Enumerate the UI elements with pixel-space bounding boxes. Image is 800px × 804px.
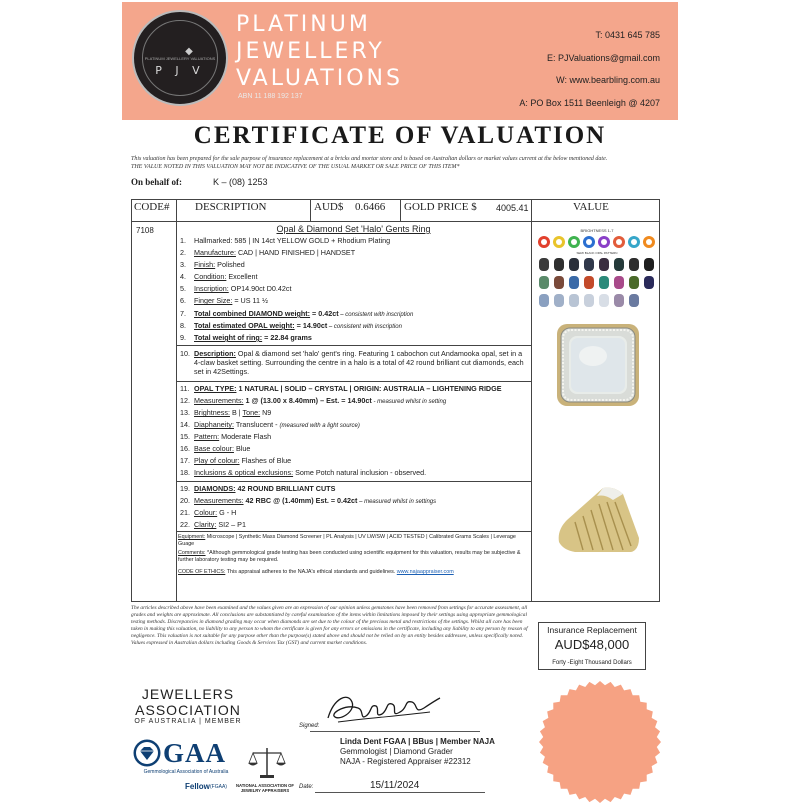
contact-phone: T: 0431 645 785 <box>595 30 660 40</box>
row-divider <box>176 481 531 482</box>
row-divider <box>176 531 531 532</box>
table-row: 20. Measurements: 42 RBC @ (1.40mm) Est. = 0.42ct – measured whilst in settings <box>180 496 437 505</box>
aud-value: 0.6466 <box>355 201 386 213</box>
table-row: 12. Measurements: 1 @ (13.00 x 8.40mm) – Est. = 14.90ct - measured whilst in setting <box>180 396 447 405</box>
table-row: 11. OPAL TYPE: 1 NATURAL | SOLID – CRYSTAL | ORIGIN: AUSTRALIA – LIGHTENING RIDGE <box>180 384 502 393</box>
abn-number: ABN 11 188 192 137 <box>238 93 303 100</box>
brightness-dials <box>538 236 655 248</box>
jewellers-association-logo: JEWELLERS <box>141 686 235 702</box>
contact-website[interactable]: W: www.bearbling.com.au <box>556 75 660 85</box>
table-row: 4. Condition: Excellent <box>180 272 258 281</box>
signer-name: Linda Dent FGAA | BBus | Member NAJA <box>340 737 495 746</box>
brand-line-2: JEWELLERY <box>236 39 385 64</box>
chart-title: BRIGHTNESS 1-7 <box>580 228 614 233</box>
row-divider <box>176 345 531 346</box>
table-row: 1. Hallmarked: 585 | IN 14ct YELLOW GOLD + Rhodium Plating <box>180 236 391 245</box>
header-divider <box>400 199 401 221</box>
chart-subtitle: SEMI BLACK OPAL PATTERN <box>576 251 618 255</box>
on-behalf-label: On behalf of: <box>131 177 183 187</box>
naja-logo: NATIONAL ASSOCIATION OF JEWELRY APPRAISERS <box>235 783 294 793</box>
table-row: 15. Pattern: Moderate Flash <box>180 432 272 441</box>
comments-note: Comments: *Although gemmological grade testing has been conducted using scientific equipment for this valuation, results may be subjective & further laboratory testing may be required. <box>178 550 521 563</box>
logo-monogram: P J V <box>155 64 205 77</box>
table-row: 13. Brightness: B | Tone: N9 <box>180 408 272 417</box>
gaa-gem-icon <box>132 738 162 768</box>
logo-text: PLATINUM JEWELLERY VALUATIONS <box>144 56 216 61</box>
table-row: 3. Finish: Polished <box>180 260 245 269</box>
diamond-icon: ◆ <box>185 46 193 57</box>
table-row: 2. Manufacture: CAD | HAND FINISHED | HANDSET <box>180 248 356 257</box>
date-line <box>315 792 485 793</box>
description-header: DESCRIPTION <box>195 201 267 213</box>
brand-line-3: VALUATIONS <box>236 66 403 91</box>
signature-line <box>310 731 480 732</box>
table-row: 18. Inclusions & optical exclusions: Some Potch natural inclusion - observed. <box>180 468 427 477</box>
equipment-note: Equipment: Microscope | Synthetic Mass Diamond Screener | PL Analysis | UV LW/SW | ACID TESTED | Calibrated Grams Scales | Leverage Guage <box>178 534 516 547</box>
aud-header: AUD$ <box>314 201 344 213</box>
contact-address: A: PO Box 1511 Beenleigh @ 4207 <box>519 98 660 108</box>
signer-registration: NAJA - Registered Appraiser #22312 <box>340 757 471 766</box>
value-header: VALUE <box>573 201 609 213</box>
seal-stamp <box>538 680 662 804</box>
table-row: 19. DIAMONDS: 42 ROUND BRILLIANT CUTS <box>180 484 336 493</box>
ethics-note: CODE OF ETHICS: This appraisal adheres to the NAJA's ethical standards and guidelines. www.najaappraiser.com <box>178 569 454 575</box>
gaa-logo: GAA <box>163 738 226 768</box>
code-column-divider <box>176 199 177 602</box>
handwritten-signature <box>318 682 446 732</box>
scales-icon <box>247 745 287 780</box>
item-code: 7108 <box>136 226 154 235</box>
table-header-divider <box>131 221 660 222</box>
insurance-label: Insurance Replacement <box>547 625 637 635</box>
description-paragraph: Description: Opal & diamond set 'halo' gent's ring. Featuring 1 cabochon cut Andamooka opal, set in a 4-claw basket setting. Surrounding the centre in a halo is a total of 42 round brilliant cut diamonds, each set in 42Settings. <box>194 349 524 376</box>
header-divider <box>310 199 311 221</box>
insurance-words: Forty -Eight Thousand Dollars <box>552 660 632 666</box>
page-title: CERTIFICATE OF VALUATION <box>193 122 607 149</box>
gaa-subtitle: Gemmological Association of Australia <box>143 769 229 775</box>
opal-brightness-chart <box>535 225 658 313</box>
fellow-sub: (FGAA) <box>210 784 227 790</box>
date-value: 15/11/2024 <box>370 780 420 791</box>
gold-price-value: 4005.41 <box>496 203 529 213</box>
contact-email[interactable]: E: PJValuations@gmail.com <box>546 53 660 63</box>
code-header: CODE# <box>134 201 170 213</box>
signed-label: Signed: <box>299 723 320 729</box>
table-row: 16. Base colour: Blue <box>180 444 251 453</box>
disclaimer-text: The articles described above have been examined and the values given are an expression of our opinion unless gemstones have been removed from settings for accurate assessment, all grades and weights are approximate. All conclusions are substantiated by careful examination of the items within limitations imposed by their settings using appropriate gemmological testing methods. Discrepancies in diamond grading may occur when diamonds are set due to the colour of the precious metal and restrictions of the settings. Whilst all care has been taken in making this valuation, no liability to any person to whom the certificate is given for any errors or omissions in the certificate, including any liability to any person by reason of negligence. This valuation is not suitable for any purpose other than the purpose(s) stated above and should not be relied on by an entity besides addressee, unless specifically noted. Values expressed in Australian dollars including Goods & Services Tax (GST) and current market conditions. <box>131 605 528 646</box>
table-row-description: 10. <box>180 349 190 358</box>
table-row: 6. Finger Size: = US 11 ½ <box>180 296 268 305</box>
ring-front-photo <box>553 320 643 410</box>
table-row: 8. Total estimated OPAL weight: = 14.90ct – consistent with inscription <box>180 321 402 330</box>
value-column-divider <box>531 199 532 602</box>
date-label: Date: <box>299 784 314 790</box>
jewellers-association-logo: ASSOCIATION <box>135 702 241 718</box>
ring-side-photo <box>553 480 643 560</box>
intro-warning: THE VALUE NOTED IN THIS VALUATION MAY NOT BE INDICATIVE OF THE USUAL MARKET OR SALE PRICE OF THIS ITEM* <box>131 164 460 170</box>
naja-link[interactable]: www.najaappraiser.com <box>396 569 454 575</box>
gold-price-header: GOLD PRICE $ <box>404 201 477 213</box>
item-title: Opal & Diamond Set 'Halo' Gents Ring <box>276 224 431 234</box>
jewellers-association-member: OF AUSTRALIA | MEMBER <box>134 718 242 725</box>
row-divider <box>176 381 531 382</box>
table-row: 14. Diaphaneity: Translucent - (measured with a light source) <box>180 420 360 429</box>
company-logo <box>132 10 228 106</box>
brand-line-1: PLATINUM <box>236 12 371 37</box>
table-row: 22. Clarity: SI2 – P1 <box>180 520 246 529</box>
signer-role: Gemmologist | Diamond Grader <box>340 747 453 756</box>
table-row: 7. Total combined DIAMOND weight: = 0.42ct – consistent with inscription <box>180 309 414 318</box>
tone-swatches <box>539 258 654 307</box>
table-row: 9. Total weight of ring: = 22.84 grams <box>180 333 312 342</box>
table-row: 21. Colour: G - H <box>180 508 237 517</box>
table-row: 17. Play of colour: Flashes of Blue <box>180 456 292 465</box>
insurance-value: AUD$48,000 <box>554 637 630 652</box>
on-behalf-value: K – (08) 1253 <box>213 177 268 187</box>
fellow-label: Fellow <box>185 782 210 791</box>
intro-text: This valuation has been prepared for the sale purpose of insurance replacement at a bricks and mortar store and is based on Australian dollars or market values current at the below mentioned date. <box>131 156 608 162</box>
table-row: 5. Inscription: OP14.90ct D0.42ct <box>180 284 292 293</box>
